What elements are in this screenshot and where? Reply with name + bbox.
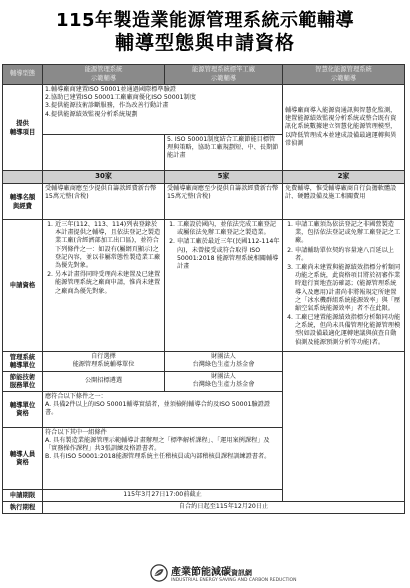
eligibility-item: 1. 近三年(112、113、114)列表登錄於本計畫提供之輔導，且依法登記之製造業工廠(含經濟部加工出口區)，並符合下列條件之一：如設有(屬網頁顯示)之登記內容，並以非屬常態性製造業工廠為優先對象。: [55, 221, 162, 270]
eligibility-col1: [43, 220, 165, 352]
footer-logo: [150, 562, 340, 584]
header-row: [3, 65, 405, 85]
org2-label: 節能技術 服務單位: [3, 371, 43, 391]
org1-right: 財團法人 台灣綠色生產力基金會: [165, 352, 283, 372]
qual-unit-label: 輔導單位 資格: [3, 391, 43, 427]
provide-blank: [43, 135, 165, 171]
eligibility-col3: [283, 220, 405, 352]
quota-col1: 受輔導廠商應至少提供自籌款經費新台幣15萬元整(含稅): [43, 184, 165, 220]
qual-staff-a: A. 具有製造業能源管理示範輔導計畫辦理之「標準解析課程」、「運用案例課程」及「實務操作課程」共3張訓練及格證書者。: [45, 437, 270, 453]
type-col2: 能源管理系統標竿工廠 示範輔導: [165, 65, 283, 85]
tier-col1: 30家: [43, 171, 165, 184]
footer-brand-main: 產業節能減碳: [171, 567, 231, 578]
provide-common: [43, 85, 283, 135]
col3-empty: [283, 352, 405, 502]
quota-col2: 受輔導廠商應至少提供自籌款經費新台幣15萬元整(含稅): [165, 184, 283, 220]
eligibility-row: [3, 220, 405, 352]
org1-row: [3, 352, 405, 372]
provide-col2-extra: 5. ISO 50001制度結合工廠節能目標管理與策略，協助工廠規劃短、中、長期節能計畫: [165, 135, 283, 171]
quota-col3: 免費輔導，惟受輔導廠商自行負擔軟體設計、硬體設備及施工相關費用: [283, 184, 405, 220]
eligibility-label: 申請資格: [3, 220, 43, 352]
footer-brand-tail: 資訊網: [231, 569, 252, 577]
tier-row: [3, 171, 405, 184]
exec-value: 自合約日起至115年12月20日止: [43, 501, 405, 513]
qual-staff-label: 輔導人員 資格: [3, 427, 43, 489]
qual-unit-text: [43, 391, 283, 427]
provide-item: 2.協助已建置ISO 50001工廠廠商優化ISO 50001制度: [45, 94, 196, 102]
eligibility-col2: [165, 220, 283, 352]
provide-item: 1.輔導廠商建置ISO 50001並通過國際標準驗證: [45, 86, 176, 93]
program-table: [2, 64, 405, 514]
document-subtitle: 輔導型態與申請資格: [114, 32, 295, 54]
provide-item: 4.提供能源績效監視分析系統規劃: [45, 110, 138, 118]
qual-staff-b: B. 具有ISO 50001:2018能源管理系統主任稽核員或內部稽核員課程訓練證書者。: [45, 453, 271, 461]
period-label: 申請期限: [3, 489, 43, 501]
type-col3: 智慧化能源管理系統 示範輔導: [283, 65, 405, 85]
footer-subtitle: INDUSTRIAL ENERGY SAVING AND CARBON REDUCTION: [171, 578, 297, 583]
provide-label: 提供 輔導項目: [3, 85, 43, 171]
qual-unit-intro: 應符合以下條件之一：: [45, 392, 107, 400]
exec-label: 執行期程: [3, 501, 43, 513]
eligibility-item: 2. 申請輔助單位契約容量達八百延以上者。: [295, 247, 402, 263]
eligibility-item: 4. 工廠已建置能源績效指標分析類同功能之系統，但尚未具備管理化能源管理模型(如設備最適化運轉建議與偵查自動偵測及能源預測分析等功能)者。: [295, 314, 402, 347]
org1-left: 自行選擇 能源管理系統輔導單位: [43, 352, 165, 372]
org2-right: 財團法人 台灣綠色生產力基金會: [165, 371, 283, 391]
period-value: 115年3月27日17:00前截止: [43, 489, 283, 501]
quota-row: [3, 184, 405, 220]
footer-brand: [171, 563, 296, 578]
exec-row: [3, 501, 405, 513]
document-title: 115年製造業能源管理系統示範輔導: [55, 10, 355, 31]
qual-staff-text: [43, 427, 283, 489]
eligibility-item: 1. 工廠設於國內，並依法完成工廠登記或屬依法免辦工廠登記之製造業。: [177, 221, 280, 237]
eligibility-item: 1. 申請工廠須為依法登記之非國營製造業，包括依法登記或免辦工廠登記之工廠。: [295, 221, 402, 246]
tier-col2: 5家: [165, 171, 283, 184]
provide-row: [3, 85, 405, 135]
eligibility-item: 2. 另本計畫得同時受理尚未建置及已建置能源管理系統之廠商申請，惟尚未建置之廠商為優先對象。: [55, 271, 162, 296]
leaf-logo-icon: [150, 564, 168, 582]
type-col1: 能源管理系統 示範輔導: [43, 65, 165, 85]
quota-label: 輔導名額 與經費: [3, 184, 43, 220]
provide-col3: 輔導廠商導入能源資通訊與智慧化監測，建置能源績效監視分析系統或整合既有資訊化系統數據建立智慧化能源管理模型，以降低管理成本並建成設備最適運轉與異常偵測: [283, 85, 405, 171]
tier-blank: [3, 171, 43, 184]
eligibility-item: 3. 工廠尚未建置與能源績效指標分析類同功能之系統，此資格項目將於初審作業時進行實地查訪確認；(能源管理系統導入及應用)計畫尚非將報規定所建置之「冰水機群組系統能源效率」與「壓縮空氣系統能源效率」者不在此限。: [295, 264, 402, 313]
provide-item: 3.提供能源技術診斷服務，作為改善行動計畫: [45, 102, 169, 110]
qual-staff-intro: 符合以下其中一組條件: [45, 428, 107, 436]
org2-left: 公開招標遴選: [43, 371, 165, 391]
type-header: 輔導型態: [3, 65, 43, 85]
org1-label: 管理系統 輔導單位: [3, 352, 43, 372]
qual-unit-a: A. 具備2件以上的ISO 50001輔導實績者，並須檢附輔導合約及ISO 50001驗證證書。: [45, 401, 271, 417]
tier-col3: 2家: [283, 171, 405, 184]
eligibility-item: 2. 申請工廠於最近三年(民國112-114年內)，未曾接受或符合取得 ISO 50001:2018 能源管理系統相關輔導計畫: [177, 238, 280, 271]
